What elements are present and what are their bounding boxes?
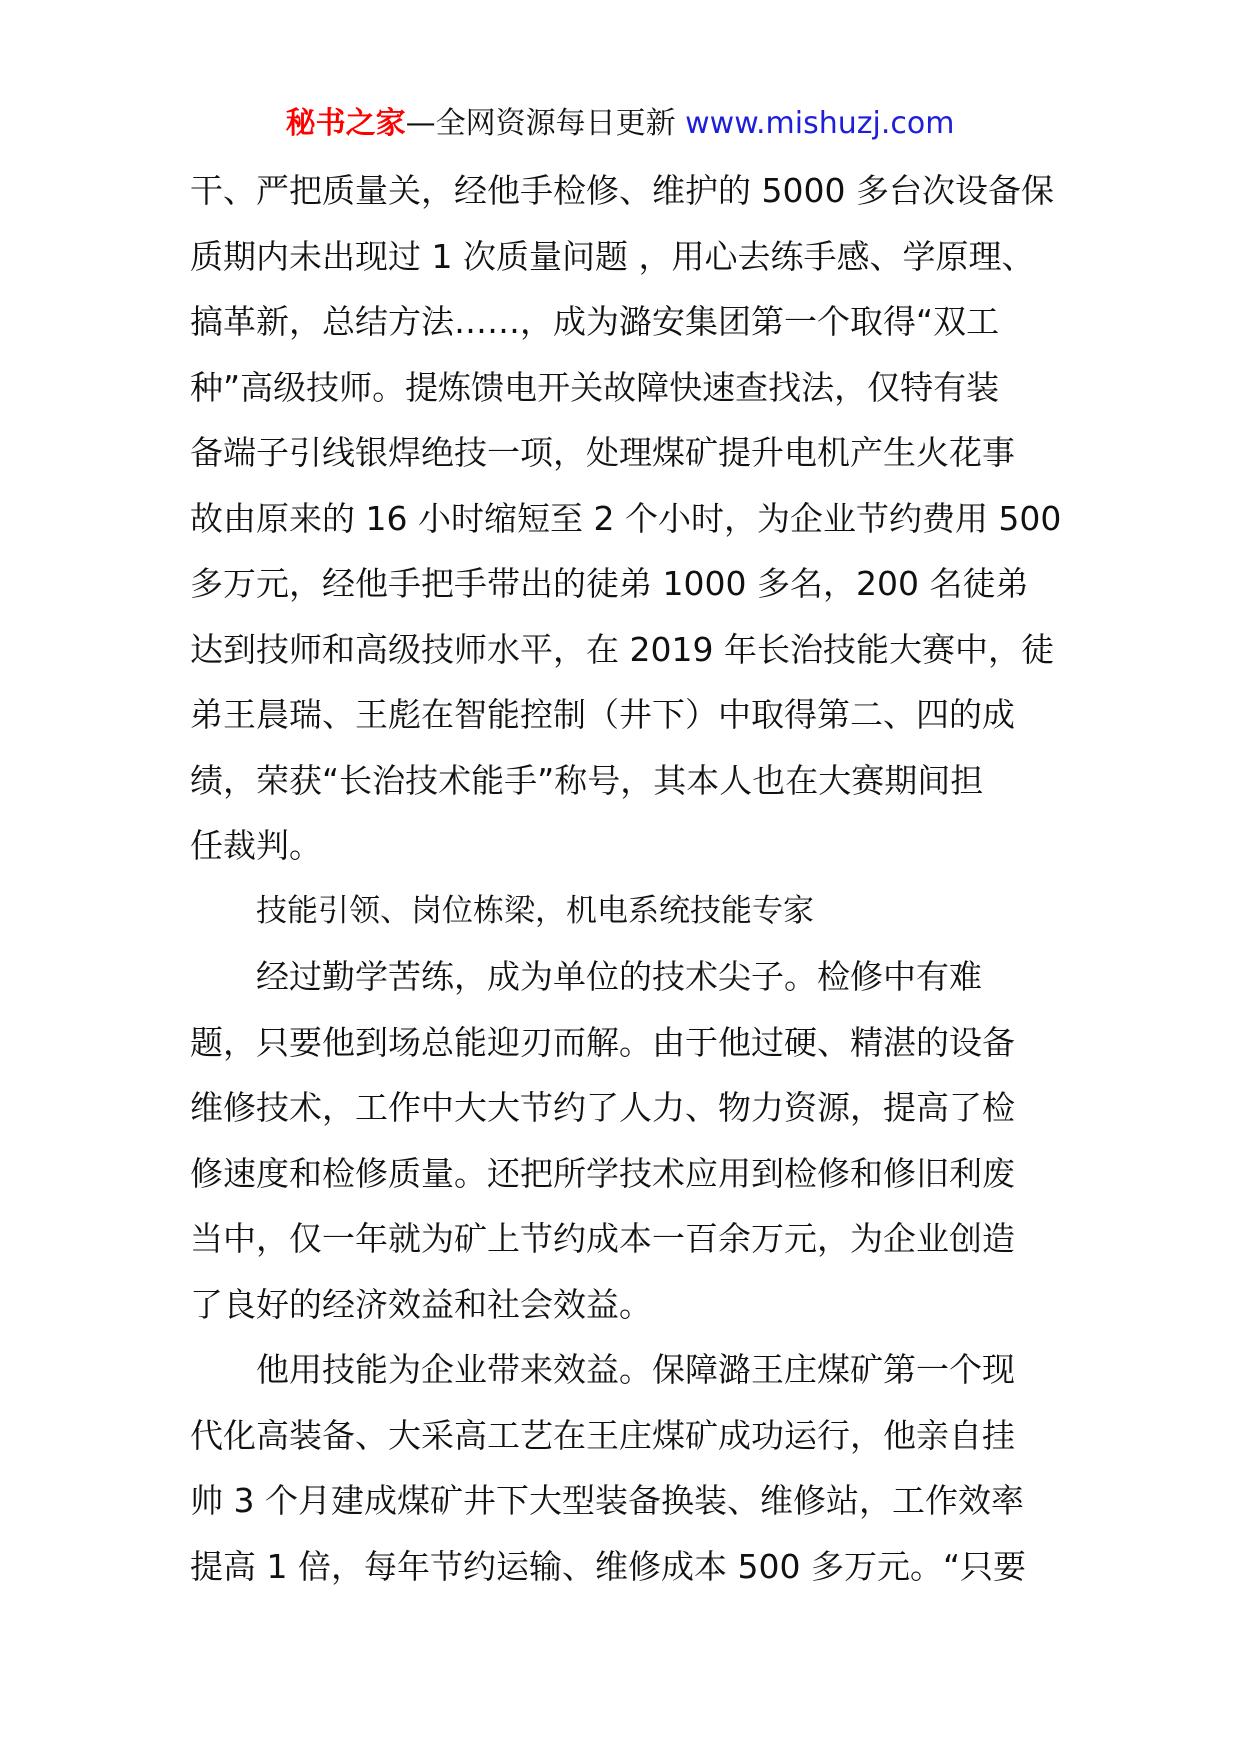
text-line: 干、严把质量关，经他手检修、维护的 5000 多台次设备保 <box>190 171 1054 210</box>
text-line: 题，只要他到场总能迎刃而解。由于他过硬、精湛的设备 <box>190 1022 1015 1062</box>
text-line: 帅 3 个月建成煤矿井下大型装备换装、维修站，工作效率 <box>190 1481 1024 1520</box>
text-line: 搞革新，总结方法……，成为潞安集团第一个取得“双工 <box>190 302 1000 341</box>
text-line: 任裁判。 <box>190 826 322 865</box>
page-header <box>0 104 1240 144</box>
site-tagline: —全网资源每日更新 <box>405 106 676 141</box>
text-line: 弟王晨瑞、王彪在智能控制（井下）中取得第二、四的成 <box>190 695 1015 734</box>
text-line: 提高 1 倍，每年节约运输、维修成本 500 多万元。“只要 <box>190 1546 1027 1586</box>
paragraph-first-line: 经过勤学苦练，成为单位的技术尖子。检修中有难 <box>256 957 982 996</box>
text-line: 备端子引线银焊绝技一项，处理煤矿提升电机产生火花事 <box>190 433 1015 472</box>
text-line: 了良好的经济效益和社会效益。 <box>190 1284 652 1324</box>
text-line: 种”高级技师。提炼馈电开关故障快速查找法，仅特有装 <box>190 367 1000 407</box>
text-line: 达到技师和高级技师水平，在 2019 年长治技能大赛中，徒 <box>190 629 1054 669</box>
site-url-link[interactable]: www.mishuzj.com <box>685 106 955 141</box>
text-line: 质期内未出现过 1 次质量问题 ，用心去练手感、学原理、 <box>190 236 1035 276</box>
section-heading: 技能引领、岗位栋梁，机电系统技能专家 <box>256 892 814 929</box>
site-brand: 秘书之家 <box>285 106 406 141</box>
text-line: 修速度和检修质量。还把所学技术应用到检修和修旧利废 <box>190 1153 1015 1193</box>
text-line: 故由原来的 16 小时缩短至 2 个小时，为企业节约费用 500 <box>190 498 1062 538</box>
text-line: 当中，仅一年就为矿上节约成本一百余万元，为企业创造 <box>190 1219 1015 1258</box>
text-line: 绩，荣获“长治技术能手”称号，其本人也在大赛期间担 <box>190 760 984 800</box>
text-line: 代化高装备、大采高工艺在王庄煤矿成功运行，他亲自挂 <box>190 1415 1015 1455</box>
text-line: 多万元，经他手把手带出的徒弟 1000 多名，200 名徒弟 <box>190 564 1029 603</box>
text-line: 维修技术，工作中大大节约了人力、物力资源，提高了检 <box>190 1088 1015 1127</box>
paragraph-first-line: 他用技能为企业带来效益。保障潞王庄煤矿第一个现 <box>256 1350 1015 1389</box>
document-body <box>190 158 1070 1599</box>
